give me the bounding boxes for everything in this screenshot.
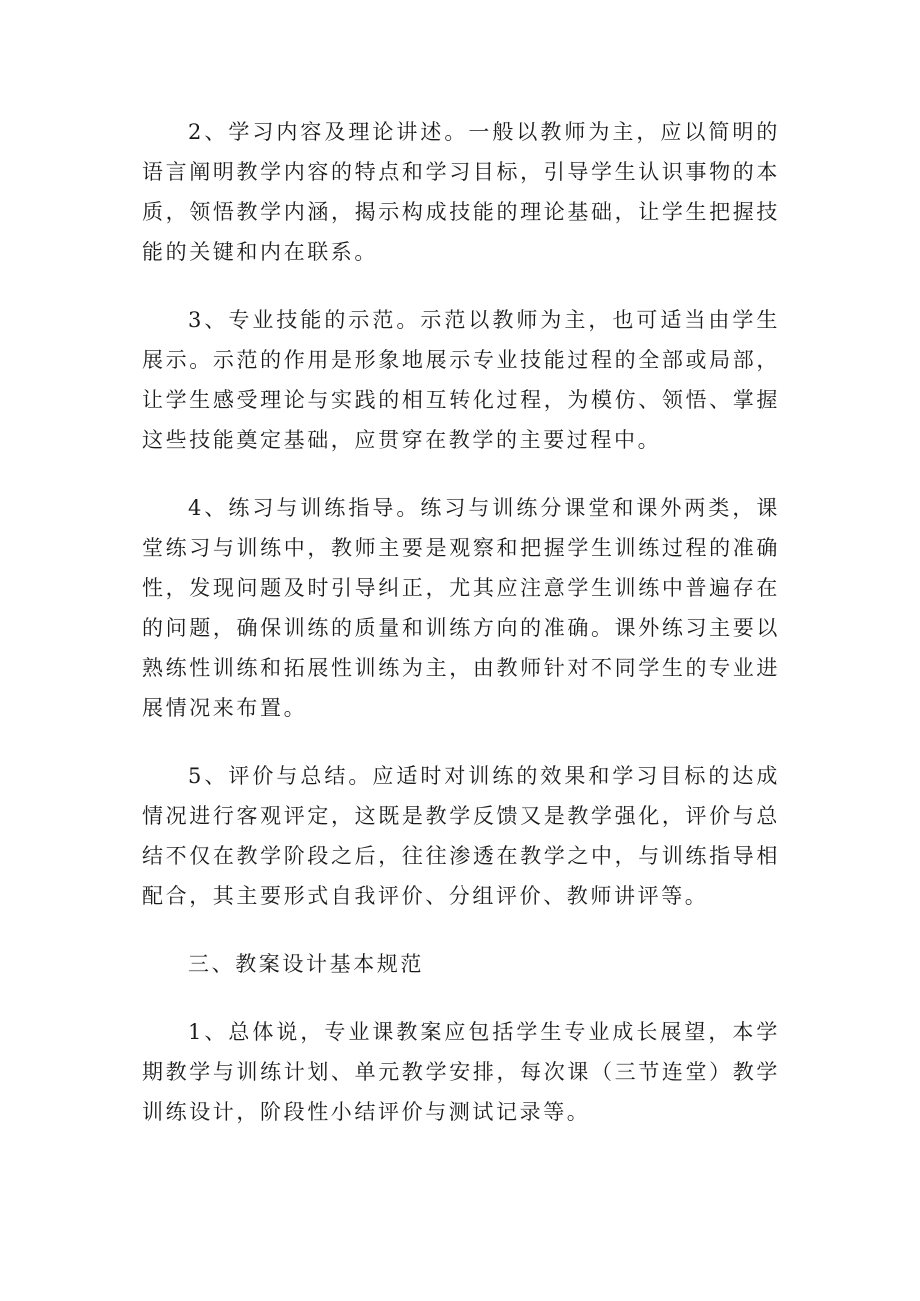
paragraph-learning-content: 2、学习内容及理论讲述。一般以教师为主，应以简明的语言阐明教学内容的特点和学习目标，引导学生认识事物的本质，领悟教学内涵，揭示构成技能的理论基础，让学生把握技能的关键和内在联系。	[142, 120, 780, 264]
paragraph-evaluation-summary: 5、评价与总结。应适时对训练的效果和学习目标的达成情况进行客观评定，这既是教学反馈又是教学强化，评价与总结不仅在教学阶段之后，往往渗透在教学之中，与训练指导相配合，其主要形式自我评价、分组评价、教师讲评等。	[142, 764, 780, 908]
document-body	[142, 112, 780, 1160]
paragraph-lesson-plan-overview: 1、总体说，专业课教案应包括学生专业成长展望，本学期教学与训练计划、单元教学安排，每次课（三节连堂）教学训练设计，阶段性小结评价与测试记录等。	[142, 1020, 780, 1124]
section-heading: 三、教案设计基本规范	[188, 952, 424, 976]
paragraph-skill-demonstration: 3、专业技能的示范。示范以教师为主，也可适当由学生展示。示范的作用是形象地展示专业技能过程的全部或局部，让学生感受理论与实践的相互转化过程，为模仿、领悟、掌握这些技能奠定基础，应贯穿在教学的主要过程中。	[142, 308, 780, 452]
paragraph-practice-guidance: 4、练习与训练指导。练习与训练分课堂和课外两类，课堂练习与训练中，教师主要是观察和把握学生训练过程的准确性，发现问题及时引导纠正，尤其应注意学生训练中普遍存在的问题，确保训练的质量和训练方向的准确。课外练习主要以熟练性训练和拓展性训练为主，由教师针对不同学生的专业进展情况来布置。	[142, 496, 780, 720]
